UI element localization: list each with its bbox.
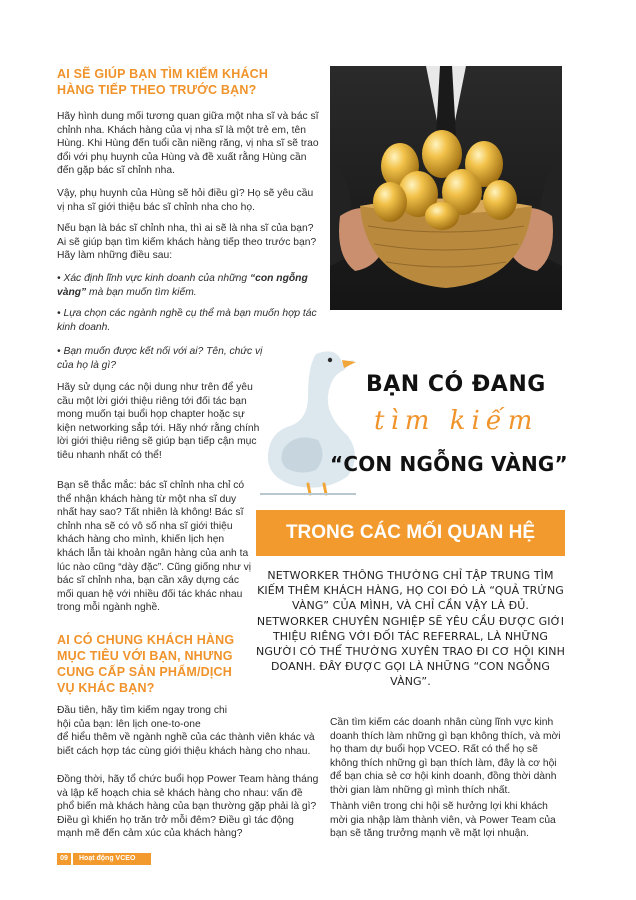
- section-tag: Hoạt động VCEO: [73, 853, 151, 865]
- paragraph-6a: Đầu tiên, hãy tìm kiếm ngay trong chi hội của bạn: lên lịch one-to-one: [57, 705, 227, 730]
- page-number: 09: [57, 853, 71, 865]
- bullet-3: • Bạn muốn được kết nối với ai? Tên, chức vị của họ là gì?: [57, 346, 263, 371]
- bullet-1: • Xác định lĩnh vực kinh doanh của những “con ngỗng vàng” mà bạn muốn tìm kiếm.: [57, 273, 308, 298]
- section-heading-1: AI SẼ GIÚP BẠN TÌM KIẾM KHÁCH HÀNG TIẾP THEO TRƯỚC BẠN?: [57, 67, 269, 97]
- paragraph-1: Hãy hình dung mối tương quan giữa một nha sĩ và bác sĩ chỉnh nha. Khách hàng của vị nha sĩ là một trẻ em, tên Hùng. Khi Hùng đến tuổi cần niềng răng, vị nha sĩ sẽ trao đổi với phụ huynh của Hùng và đề xuất rằng Hùng cần đến gặp bác sĩ chỉnh nha.: [57, 111, 319, 177]
- section-heading-2: AI CÓ CHUNG KHÁCH HÀNG MỤC TIÊU VỚI BẠN, NHƯNG CUNG CẤP SẢN PHẨM/DỊCH VỤ KHÁC BẠN?: [57, 633, 235, 695]
- paragraph-4: Hãy sử dụng các nội dung như trên để yêu cầu một lời giới thiệu riêng tới đối tác bạn mong muốn tại buổi họp chapter hoặc sự kiện networking sắp tới. Hãy nhớ rằng chính lời giới thiệu riêng sẽ giúp bạn tiếp cận mục tiêu nhanh nhất có thể!: [57, 382, 260, 461]
- paragraph-3: Nếu bạn là bác sĩ chỉnh nha, thì ai sẽ là nha sĩ của bạn? Ai sẽ giúp bạn tìm kiếm khách hàng tiếp theo trước bạn? Hãy làm những điều sau:: [57, 223, 317, 262]
- golden-eggs-photo: [330, 66, 562, 310]
- title-line-2: tìm kiếm: [374, 406, 539, 436]
- paragraph-6b: để hiểu thêm về ngành nghề của các thành viên khác và biết cách hợp tác cùng giới thiệu khách hàng cho nhau.: [57, 732, 315, 757]
- title-line-1: BẠN CÓ ĐANG: [366, 372, 546, 397]
- title-banner: TRONG CÁC MỐI QUAN HỆ: [256, 510, 565, 556]
- paragraph-2: Vậy, phụ huynh của Hùng sẽ hỏi điều gì? Họ sẽ yêu cầu vị nha sĩ giới thiệu bác sĩ chỉnh nha cho họ.: [57, 188, 314, 213]
- paragraph-7: Đồng thời, hãy tổ chức buổi họp Power Team hàng tháng và lập kế hoạch chia sẻ khách hàng cho nhau: vấn đề phổ biến mà khách hàng của bạn thường gặp phải là gì? Điều gì khiến họ trăn trở mỗi đêm? Điều gì tác động mạnh mẽ đến cảm xúc của khách hàng?: [57, 774, 319, 840]
- right-paragraph-2: Thành viên trong chi hội sẽ hưởng lợi khi khách mời gia nhập làm thành viên, và Power Team của bạn sẽ tăng trưởng mạnh về mặt lợi nhuận.: [330, 801, 556, 840]
- paragraph-5: Bạn sẽ thắc mắc: bác sĩ chỉnh nha chỉ có thể nhận khách hàng từ một nha sĩ duy nhất hay sao? Tất nhiên là không! Bác sĩ chỉnh nha sẽ có vô số nha sĩ giới thiệu khách hàng cho mình, khiến lịch hẹn khách lẫn tài khoản ngân hàng của anh ta lúc nào cũng “dày đặc”. Cũng giống như vị bác sĩ chỉnh nha, bạn cần xây dựng các mối quan hệ với nhiều đối tác khác nhau trong mỗi ngành nghề.: [57, 480, 252, 614]
- bullet-2: • Lựa chọn các ngành nghề cụ thể mà bạn muốn hợp tác kinh doanh.: [57, 308, 317, 333]
- intro-text: NETWORKER THÔNG THƯỜNG CHỈ TẬP TRUNG TÌM KIẾM THÊM KHÁCH HÀNG, HỌ COI ĐÓ LÀ “QUẢ TRỨNG VÀNG” CỦA MÌNH, VÀ CHỈ CẦN VẬY LÀ ĐỦ. NETWORKER CHUYÊN NGHIỆP SẼ YÊU CẦU ĐƯỢC GIỚI THIỆU RIÊNG VỚI ĐỐI TÁC REFERRAL, LÀ NHỮNG NGƯỜI CÓ THỂ THƯỜNG XUYÊN TRAO ĐI CƠ HỘI KINH DOANH. ĐÂY ĐƯỢC GỌI LÀ NHỮNG “CON NGỖNG VÀNG”.: [256, 569, 565, 689]
- title-line-3: “CON NGỖNG VÀNG”: [330, 452, 568, 476]
- right-paragraph-1: Cần tìm kiếm các doanh nhân cùng lĩnh vực kinh doanh thích làm những gì bạn không thích, và mời họ tham dự buổi họp VCEO. Rất có thể họ sẽ không thích những gì bạn thích làm, đây là cơ hội để bạn chia sẻ cơ hội kinh doanh, đồng thời dành thời gian làm những gì mình thích nhất.: [330, 717, 561, 796]
